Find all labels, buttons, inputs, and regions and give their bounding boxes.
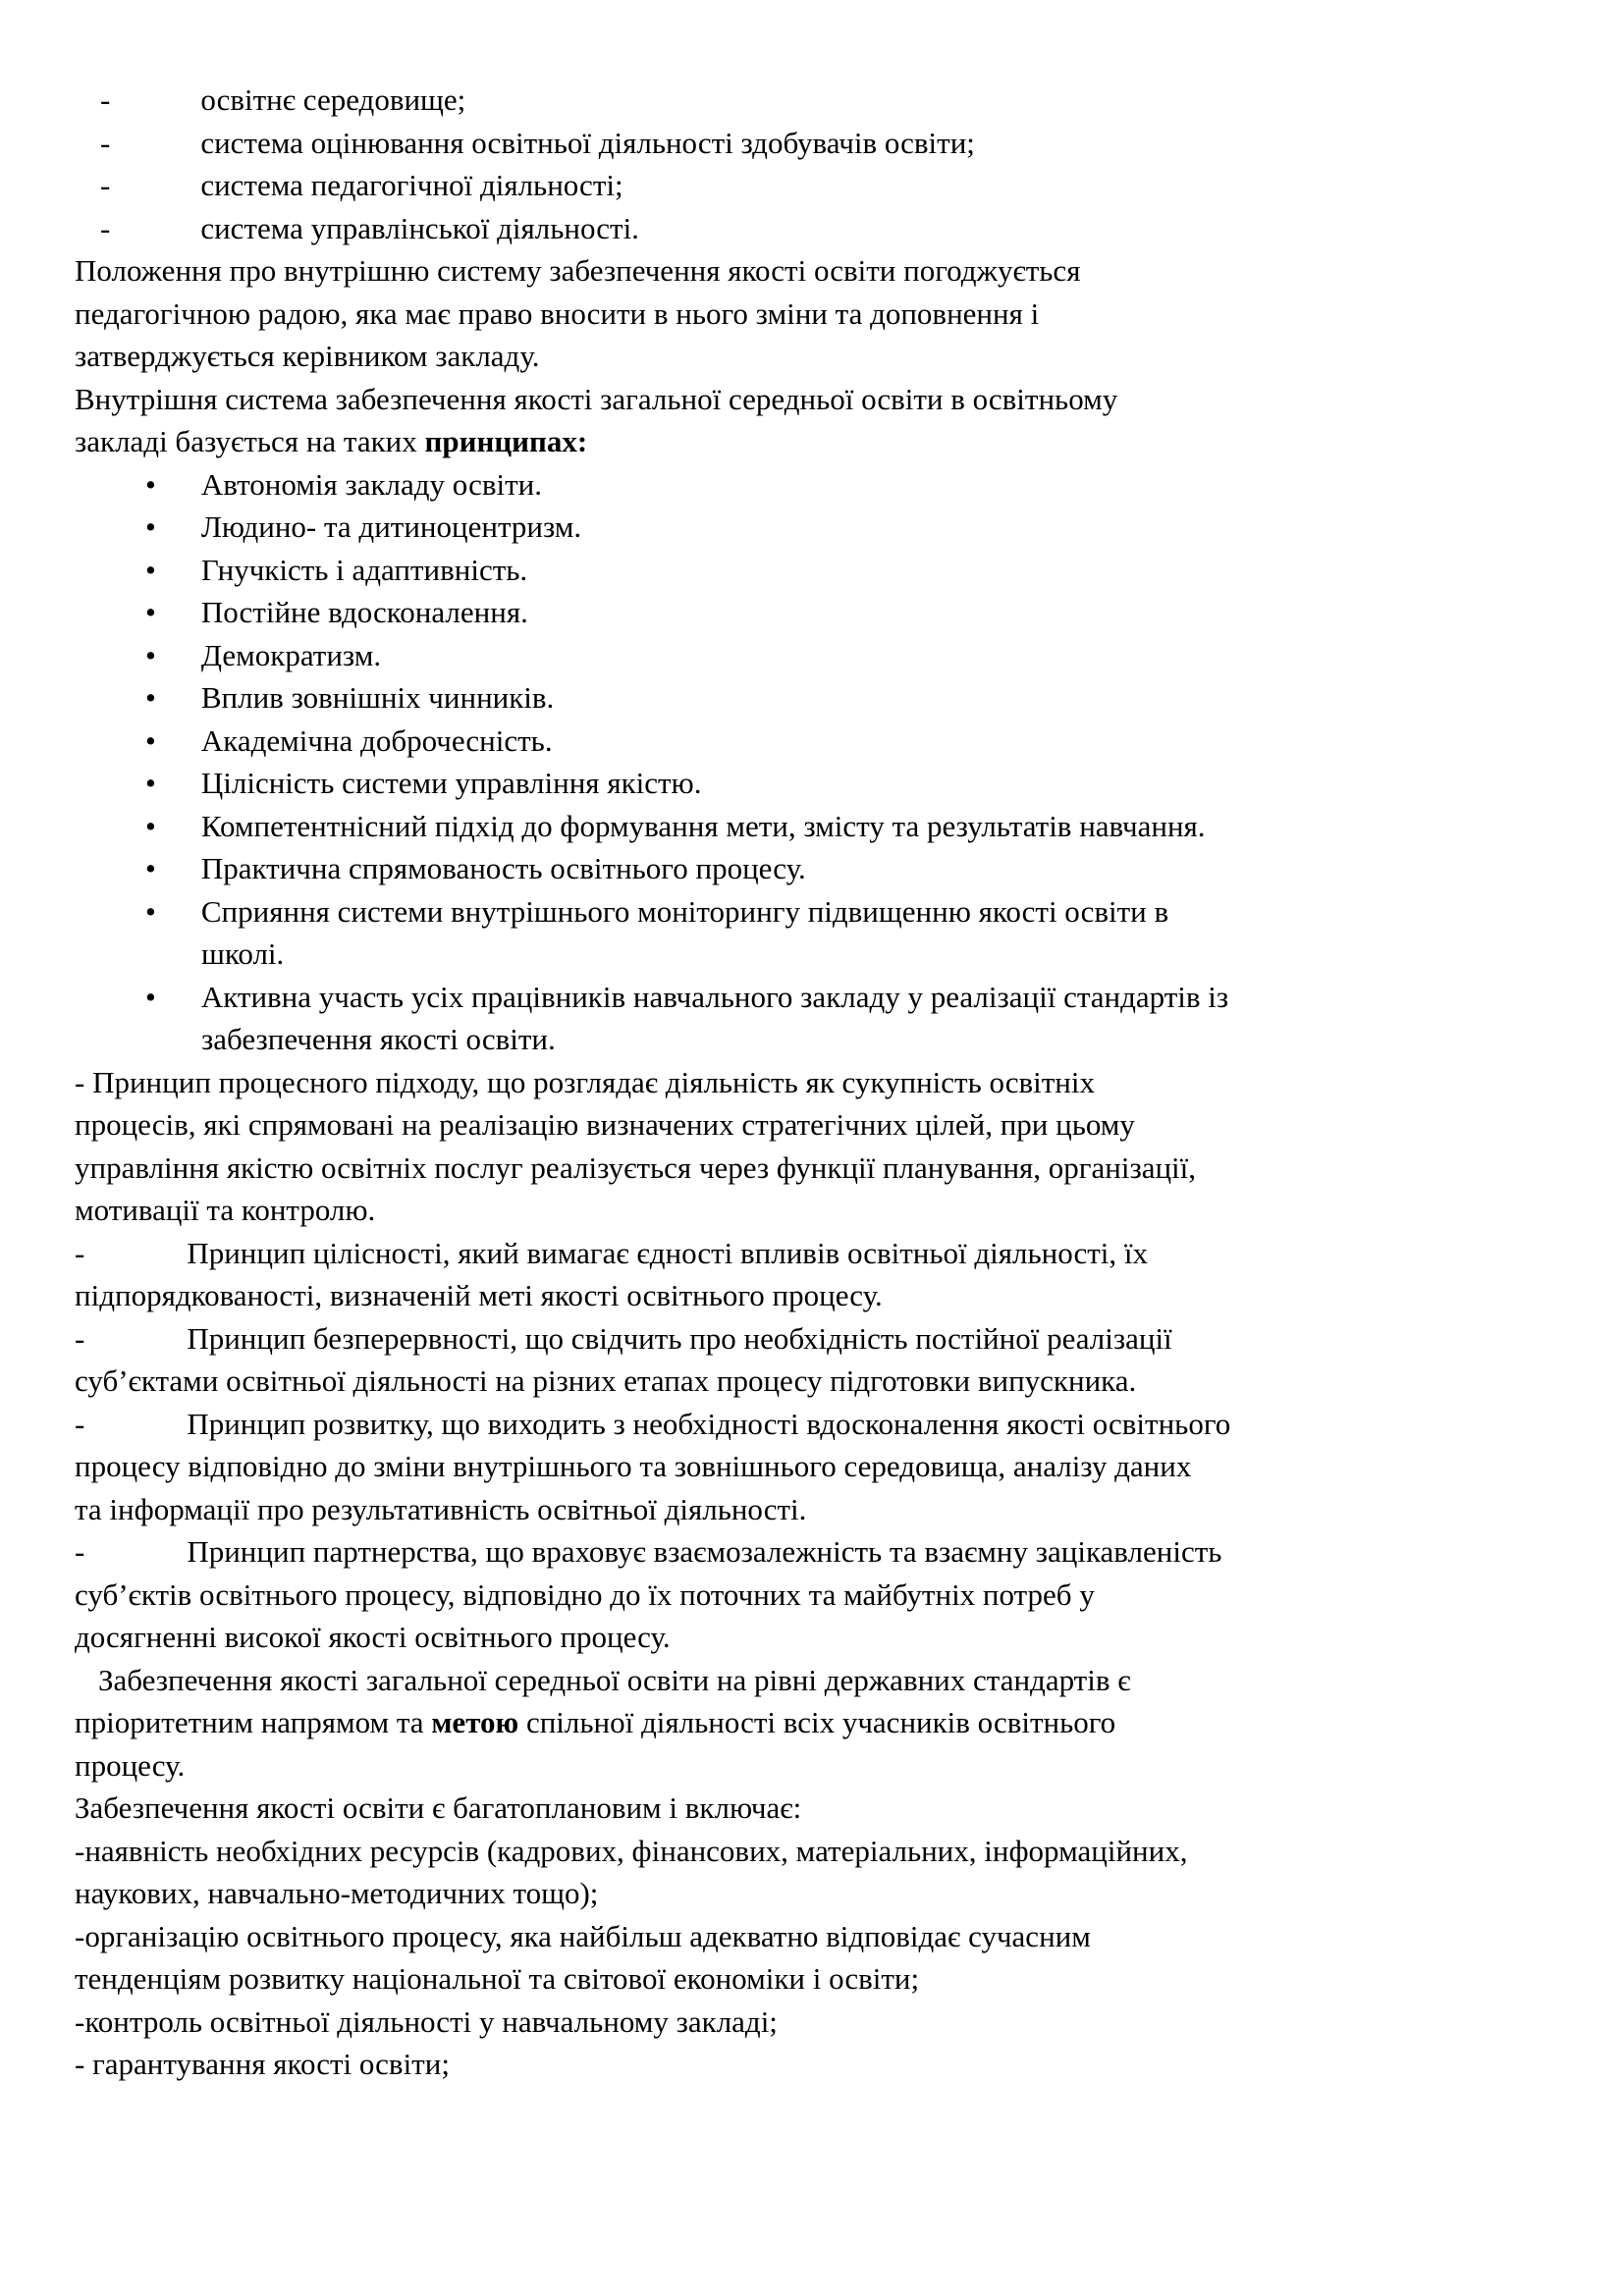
text-line: [75, 122, 1551, 165]
tab-spacer: [110, 109, 200, 110]
text-line: [75, 1189, 1551, 1232]
tab-spacer: [84, 1561, 187, 1562]
text-line: [75, 634, 1551, 677]
text-run: -наявність необхідних ресурсів (кадрових, фінансових, матеріальних, інформаційних,: [75, 1833, 1188, 1868]
text-run: -: [100, 82, 111, 117]
text-run: -: [75, 1406, 85, 1441]
text-run: •: [145, 979, 156, 1014]
tab-spacer: [156, 536, 201, 537]
text-line: [75, 805, 1551, 848]
bold-text-run: принципах:: [424, 424, 588, 458]
paragraph-resources: [75, 1830, 1551, 1915]
tab-spacer: [156, 835, 201, 836]
text-run: освітнє середовище;: [200, 82, 466, 117]
text-run: •: [145, 680, 156, 715]
text-run: -організацію освітнього процесу, яка найбільш адекватно відповідає сучасним: [75, 1918, 1091, 1953]
text-run: наукових, навчально-методичних тощо);: [75, 1876, 599, 1910]
text-run: педагогічною радою, яка має право вносити в нього зміни та доповнення і: [75, 295, 1040, 331]
text-line: [75, 164, 1551, 207]
tab-spacer: [75, 750, 145, 751]
text-line: [75, 1103, 1551, 1147]
tab-spacer: [75, 579, 145, 580]
text-line: [75, 1147, 1551, 1190]
tab-spacer: [75, 152, 100, 153]
text-run: - гарантування якості освіти;: [75, 2047, 450, 2081]
paragraph-guarantee: [75, 2043, 1551, 2086]
tab-spacer: [75, 792, 145, 793]
tab-spacer: [110, 238, 200, 239]
text-line: [75, 1616, 1551, 1659]
tab-spacer: [156, 494, 201, 495]
tab-spacer: [75, 536, 145, 537]
paragraph-organization: [75, 1915, 1551, 2001]
tab-spacer: [75, 109, 100, 110]
text-line: [75, 720, 1551, 763]
text-line: [75, 1957, 1551, 2001]
tab-spacer: [75, 963, 201, 964]
text-run: затверджується керівником закладу.: [75, 339, 540, 373]
text-run: •: [145, 893, 156, 929]
tab-spacer: [75, 1048, 201, 1049]
text-run: спільної діяльності всіх учасників освітнього: [518, 1705, 1116, 1739]
text-run: Людино- та дитиноцентризм.: [200, 509, 582, 544]
text-run: тенденціям розвитку національної та світової економіки і освіти;: [75, 1961, 920, 1996]
text-line: [75, 1530, 1551, 1574]
text-line: [75, 2001, 1551, 2044]
text-line: [75, 1232, 1551, 1275]
text-run: суб’єктів освітнього процесу, відповідно до їх поточних та майбутніх потреб у: [75, 1576, 1095, 1612]
text-line: [75, 378, 1551, 421]
text-line: [75, 1787, 1551, 1830]
text-line: [75, 1659, 1551, 1702]
paragraph-principle-development: [75, 1403, 1551, 1531]
text-line: [75, 1701, 1551, 1744]
text-line: [75, 1018, 1551, 1061]
tab-spacer: [75, 1006, 145, 1007]
text-run: -: [75, 1235, 85, 1270]
text-run: система управлінської діяльності.: [200, 210, 639, 245]
tab-spacer: [156, 707, 201, 708]
tab-spacer: [110, 194, 200, 195]
tab-spacer: [75, 621, 145, 622]
text-run: Принцип безперервності, що свідчить про необхідність постійної реалізації: [187, 1320, 1172, 1356]
text-run: •: [145, 509, 156, 544]
text-run: Демократизм.: [200, 637, 382, 672]
text-run: Практична спрямованость освітнього процесу.: [200, 851, 806, 885]
tab-spacer: [156, 621, 201, 622]
text-line: [75, 1061, 1551, 1104]
document-body: [75, 79, 1551, 2086]
text-run: закладі базується на таких: [75, 424, 425, 458]
paragraph-principles-intro: [75, 378, 1551, 463]
text-run: •: [145, 766, 156, 800]
tab-spacer: [156, 921, 201, 922]
text-run: Сприяння системи внутрішнього моніторингу підвищенню якості освіти в: [200, 893, 1169, 929]
paragraph-principle-integrity: [75, 1232, 1551, 1317]
text-run: процесу.: [75, 1747, 186, 1783]
tab-spacer: [75, 878, 145, 879]
text-run: мотивації та контролю.: [75, 1193, 376, 1227]
tab-spacer: [156, 792, 201, 793]
text-run: Забезпечення якості загальної середньої освіти на рівні державних стандартів є: [98, 1662, 1131, 1697]
paragraph-principle-partnership: [75, 1530, 1551, 1659]
text-line: [75, 506, 1551, 549]
text-run: Гнучкість і адаптивність.: [200, 552, 528, 587]
text-line: [75, 1403, 1551, 1446]
text-run: Принцип розвитку, що виходить з необхідності вдосконалення якості освітнього: [187, 1406, 1231, 1441]
text-run: -: [100, 168, 111, 202]
text-line: [75, 933, 1551, 976]
tab-spacer: [75, 835, 145, 836]
tab-spacer: [75, 665, 145, 666]
text-line: [75, 1915, 1551, 1958]
paragraph-control: [75, 2001, 1551, 2044]
tab-spacer: [84, 1262, 187, 1263]
text-run: забезпечення якості освіти.: [201, 1022, 556, 1056]
paragraph-quality-includes: [75, 1787, 1551, 1830]
text-line: [75, 676, 1551, 720]
text-line: [75, 591, 1551, 634]
paragraph-quality-goal: [75, 1659, 1551, 1788]
tab-spacer: [156, 750, 201, 751]
paragraph-principle-process: [75, 1061, 1551, 1232]
text-run: -: [100, 210, 111, 245]
text-run: -контроль освітньої діяльності у навчальному закладі;: [75, 2003, 778, 2039]
text-run: Забезпечення якості освіти є багатоплановим і включає:: [75, 1790, 802, 1825]
text-run: •: [145, 595, 156, 629]
text-run: - Принцип процесного підходу, що розглядає діяльність як сукупність освітніх: [75, 1064, 1096, 1099]
tab-spacer: [156, 878, 201, 879]
tab-spacer: [75, 194, 100, 195]
text-run: підпорядкованості, визначеній меті якості освітнього процесу.: [75, 1278, 883, 1312]
text-run: •: [145, 808, 156, 843]
text-line: [75, 1360, 1551, 1403]
text-run: та інформації про результативність освітньої діяльності.: [75, 1491, 807, 1526]
text-run: суб’єктами освітньої діяльності на різних етапах процесу підготовки випускника.: [75, 1363, 1137, 1398]
text-run: -: [100, 125, 111, 160]
text-line: [75, 1274, 1551, 1317]
text-run: процесів, які спрямовані на реалізацію визначених стратегічних цілей, при цьому: [75, 1107, 1135, 1142]
tab-spacer: [75, 238, 100, 239]
text-run: Компетентнісний підхід до формування мети, змісту та результатів навчання.: [200, 808, 1206, 843]
text-run: управління якістю освітніх послуг реалізується через функції планування, організації,: [75, 1149, 1197, 1185]
text-line: [75, 2043, 1551, 2086]
text-line: [75, 79, 1551, 122]
text-line: [75, 1574, 1551, 1617]
text-run: процесу відповідно до зміни внутрішнього та зовнішнього середовища, аналізу даних: [75, 1449, 1192, 1483]
text-line: [75, 249, 1551, 293]
text-run: -: [75, 1534, 85, 1569]
text-run: Автономія закладу освіти.: [200, 466, 542, 502]
tab-spacer: [75, 1689, 98, 1690]
tab-spacer: [75, 494, 145, 495]
tab-spacer: [75, 707, 145, 708]
tab-spacer: [156, 1006, 201, 1007]
paragraph-approval: [75, 249, 1551, 378]
tab-spacer: [156, 579, 201, 580]
text-line: [75, 463, 1551, 507]
text-run: пріоритетним напрямом та: [75, 1705, 432, 1739]
text-line: [75, 1744, 1551, 1788]
text-run: Вплив зовнішніх чинників.: [200, 680, 555, 715]
text-line: [75, 335, 1551, 378]
text-run: •: [145, 851, 156, 885]
text-line: [75, 1317, 1551, 1361]
text-line: [75, 847, 1551, 890]
bold-text-run: метою: [431, 1705, 519, 1739]
tab-spacer: [84, 1433, 187, 1434]
text-run: -: [75, 1320, 85, 1356]
text-line: [75, 1830, 1551, 1873]
text-run: досягненні високої якості освітнього процесу.: [75, 1620, 671, 1654]
text-run: •: [145, 552, 156, 587]
text-run: •: [145, 722, 156, 758]
tab-spacer: [75, 921, 145, 922]
text-run: школі.: [201, 936, 285, 971]
paragraph-principle-continuity: [75, 1317, 1551, 1403]
tab-spacer: [110, 152, 200, 153]
text-run: система педагогічної діяльності;: [200, 168, 623, 202]
text-run: Внутрішня система забезпечення якості загальної середньої освіти в освітньому: [75, 381, 1118, 416]
tab-spacer: [84, 1348, 187, 1349]
text-run: система оцінювання освітньої діяльності здобувачів освіти;: [200, 125, 975, 160]
text-line: [75, 976, 1551, 1019]
text-line: [75, 762, 1551, 805]
text-run: Академічна доброчесність.: [200, 722, 553, 758]
text-line: [75, 1488, 1551, 1531]
text-run: Принцип цілісності, який вимагає єдності впливів освітньої діяльності, їх: [187, 1235, 1149, 1270]
text-run: •: [145, 466, 156, 502]
text-line: [75, 1445, 1551, 1488]
text-run: •: [145, 637, 156, 672]
text-run: Активна участь усіх працівників навчального закладу у реалізації стандартів із: [200, 979, 1229, 1014]
text-line: [75, 420, 1551, 463]
text-line: [75, 293, 1551, 336]
text-run: Цілісність системи управління якістю.: [200, 766, 702, 800]
text-line: [75, 549, 1551, 592]
text-line: [75, 207, 1551, 250]
text-line: [75, 890, 1551, 934]
dash-list: [75, 79, 1551, 249]
tab-spacer: [156, 665, 201, 666]
text-line: [75, 1872, 1551, 1915]
text-run: Принцип партнерства, що враховує взаємозалежність та взаємну зацікавленість: [187, 1534, 1222, 1569]
text-run: Постійне вдосконалення.: [200, 595, 528, 629]
bullet-list-principles: [75, 463, 1551, 1061]
text-run: Положення про внутрішню систему забезпечення якості освіти погоджується: [75, 253, 1081, 288]
